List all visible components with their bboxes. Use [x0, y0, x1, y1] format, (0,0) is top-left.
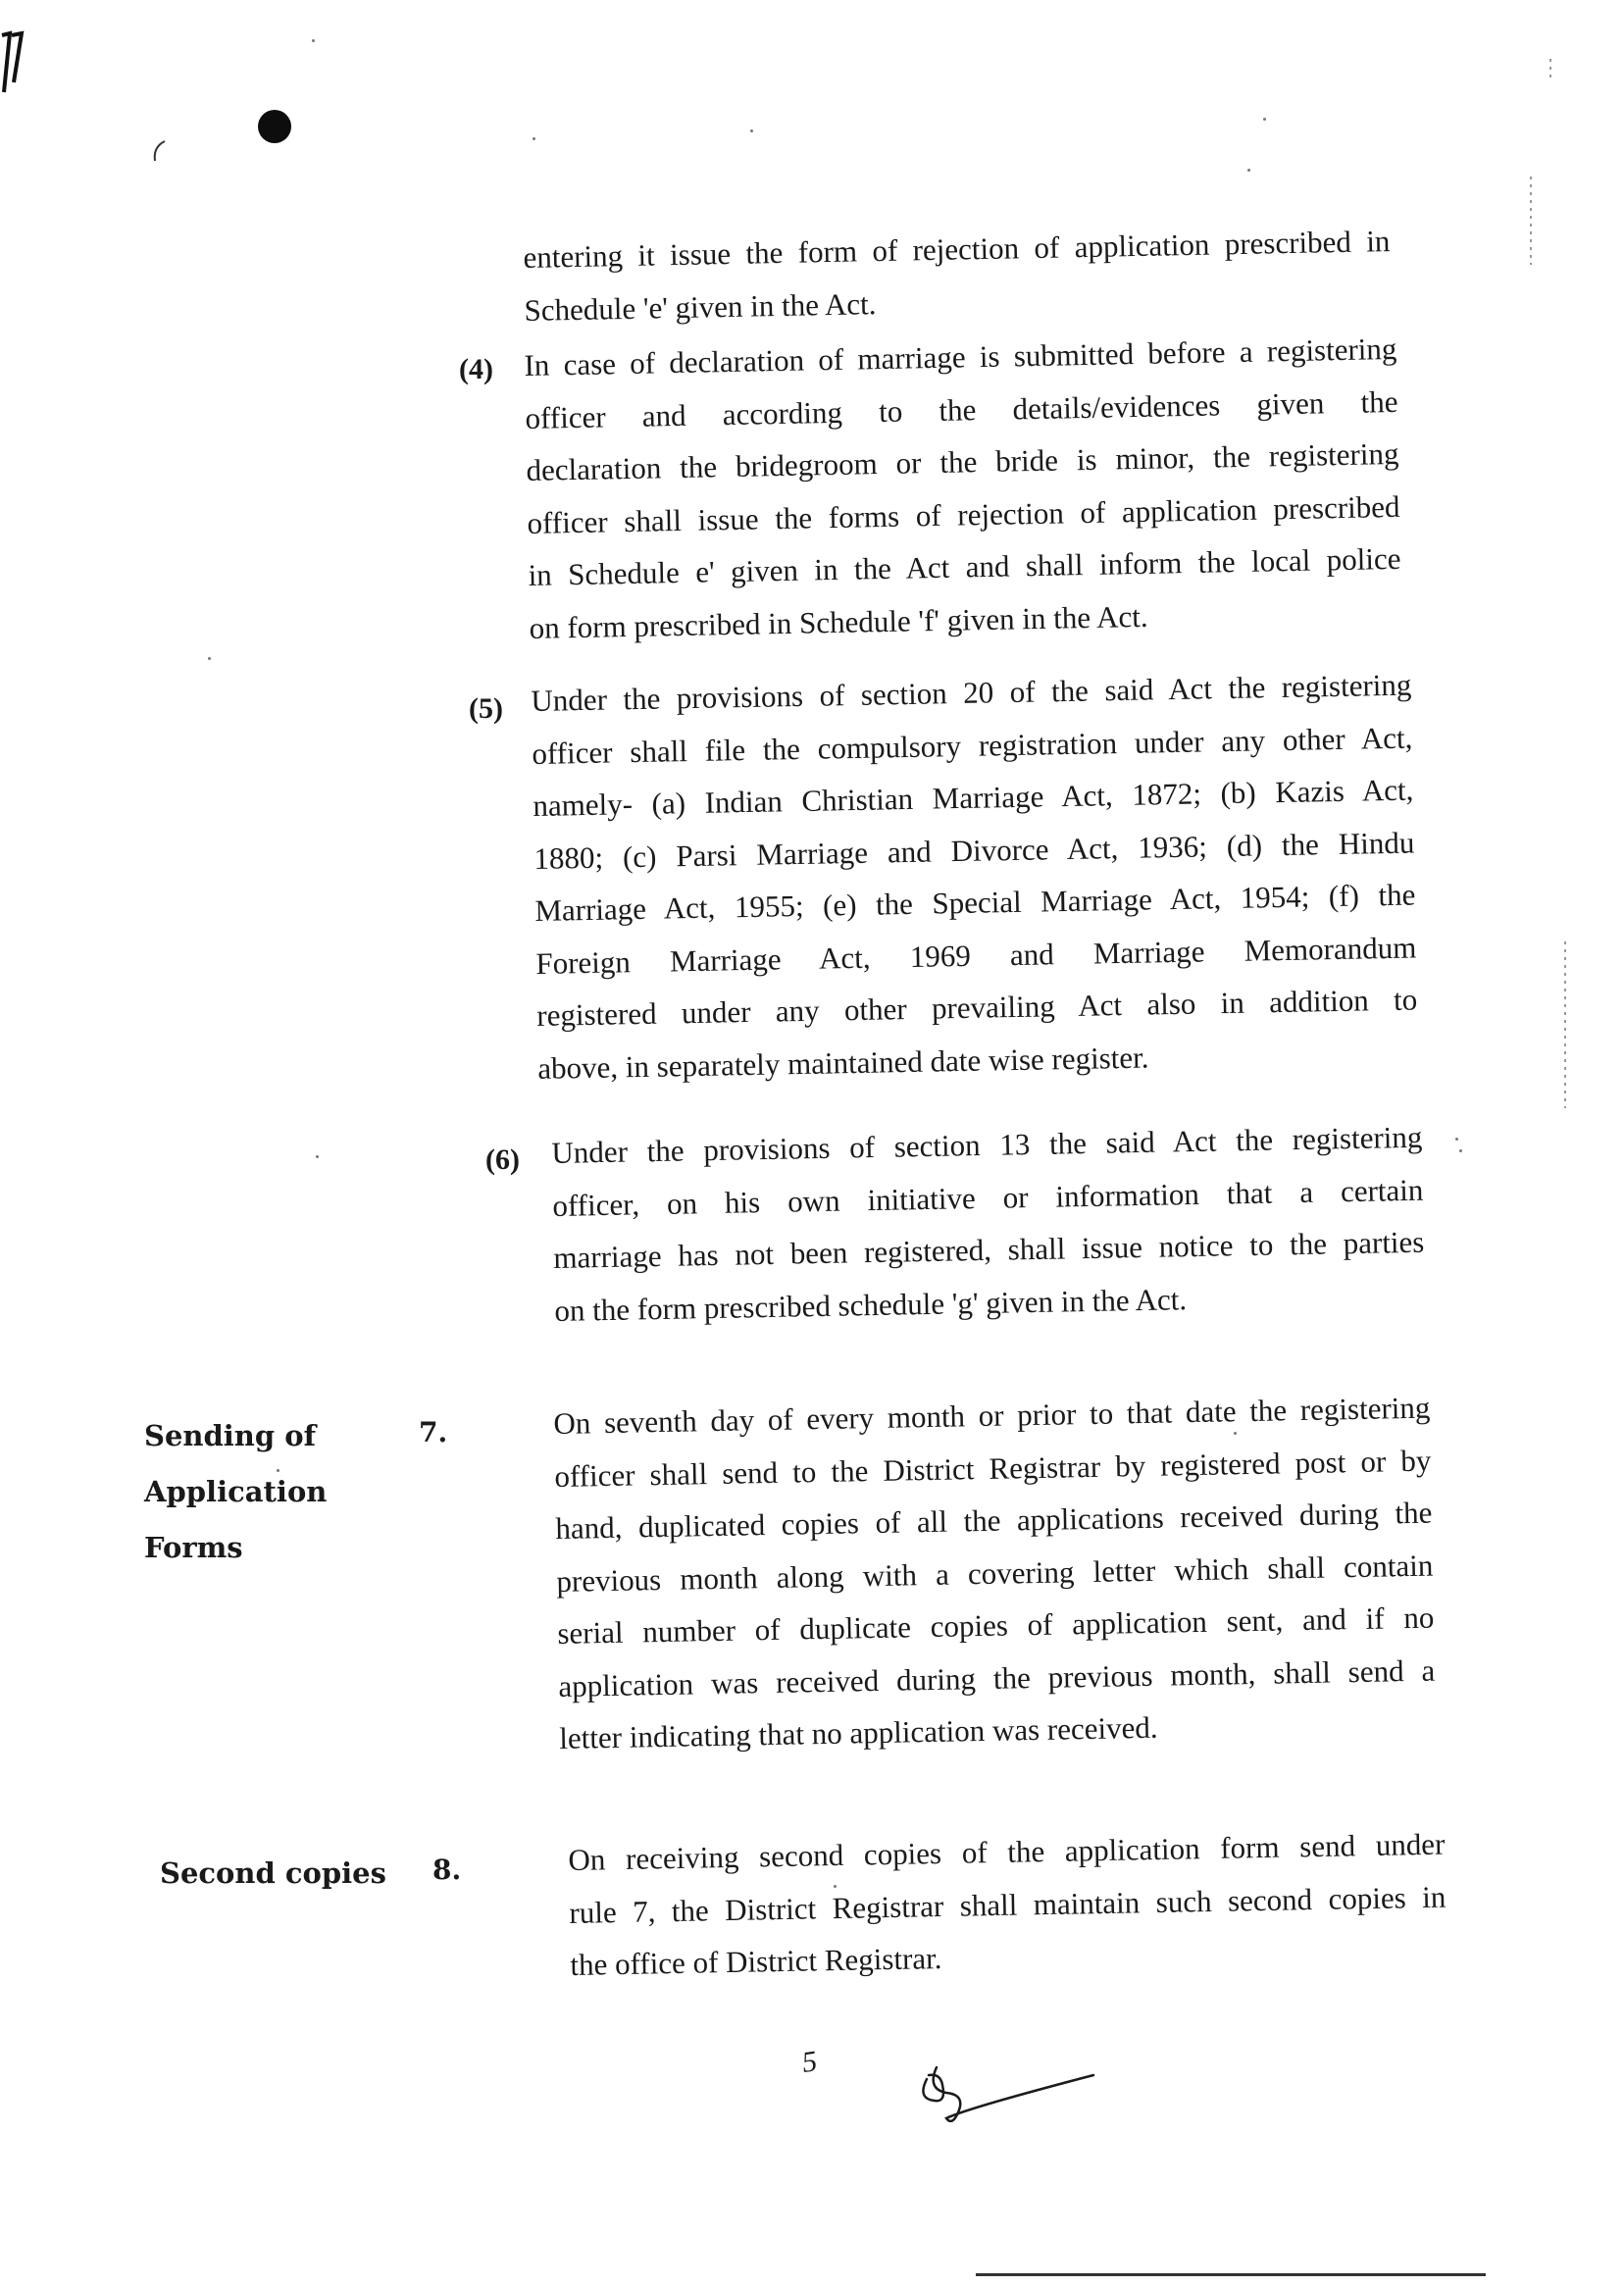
heading-line: Forms	[144, 1531, 243, 1564]
speck	[1263, 118, 1266, 121]
heading-line: Second copies	[160, 1856, 386, 1890]
text-line: On seventh day of every month or prior to that date the registering	[553, 1390, 1431, 1441]
text-line: rule 7, the District Registrar shall maintain such second copies in	[569, 1879, 1446, 1930]
text-line: On receiving second copies of the application form send under	[568, 1826, 1446, 1877]
sub-item-6-paragraph	[551, 1111, 1426, 1337]
text-line: above, in separately maintained date wise register.	[537, 1040, 1149, 1086]
text-line: the office of District Registrar.	[570, 1941, 942, 1982]
rule-8-paragraph	[568, 1818, 1447, 1992]
sub-item-4-paragraph	[524, 323, 1402, 654]
speck	[1459, 1149, 1462, 1152]
speck	[316, 1155, 319, 1158]
text-line: Under the provisions of section 13 the said Act the registering	[551, 1119, 1423, 1170]
text-line: on form prescribed in Schedule 'f' given in the Act.	[529, 598, 1148, 645]
text-line: officer shall send to the District Registrar by registered post or by	[554, 1443, 1432, 1494]
text-line: officer shall file the compulsory registration under any other Act,	[532, 720, 1413, 771]
text-line: in Schedule e' given in the Act and shall inform the local police	[528, 540, 1401, 592]
text-line: 1880; (c) Parsi Marriage and Divorce Act, 1936; (d) the Hindu	[533, 825, 1415, 876]
sub-item-number: (6)	[485, 1143, 520, 1176]
text-line: previous month along with a covering letter which shall contain	[556, 1548, 1434, 1599]
text-line: serial number of duplicate copies of application sent, and if no	[557, 1600, 1435, 1651]
handwritten-signature	[907, 2050, 1103, 2128]
text-line: Under the provisions of section 20 of the said Act the registering	[531, 667, 1412, 718]
text-line: officer and according to the details/evidences given the	[525, 383, 1398, 435]
text-line: In case of declaration of marriage is submitted before a registering	[524, 330, 1397, 382]
sub-item-number: (5)	[469, 692, 503, 725]
text-line: entering it issue the form of rejection of application prescribed in	[523, 224, 1391, 275]
rule-8-margin-heading	[160, 1846, 386, 1902]
text-line: marriage has not been registered, shall issue notice to the parties	[553, 1224, 1425, 1275]
rule-7-margin-heading	[144, 1408, 327, 1576]
page-number: 5	[799, 2045, 820, 2079]
corner-scan-mark	[0, 24, 39, 102]
text-line: registered under any other prevailing Act also in addition to	[536, 982, 1418, 1033]
text-line: declaration the bridegroom or the bride is minor, the registering	[526, 435, 1399, 487]
text-line: namely- (a) Indian Christian Marriage Act, 1872; (b) Kazis Act,	[533, 772, 1414, 823]
text-line: Schedule 'e' given in the Act.	[524, 285, 877, 328]
speck	[1455, 1138, 1458, 1141]
heading-line: Sending of	[144, 1419, 317, 1452]
text-line: Marriage Act, 1955; (e) the Special Marriage Act, 1954; (f) the	[534, 877, 1416, 928]
speck	[533, 137, 535, 140]
sub-item-number: (4)	[459, 353, 493, 385]
bottom-edge-line	[976, 2273, 1486, 2276]
edge-scan-dots	[1564, 941, 1566, 1108]
text-line: hand, duplicated copies of all the applications received during the	[555, 1495, 1433, 1546]
text-line: on the form prescribed schedule 'g' given in the Act.	[554, 1281, 1188, 1328]
text-line: Foreign Marriage Act, 1969 and Marriage Memorandum	[535, 929, 1417, 981]
text-line: letter indicating that no application was received.	[559, 1709, 1158, 1755]
speck	[1247, 169, 1250, 172]
text-line: officer shall issue the forms of rejection of application prescribed	[527, 488, 1400, 540]
sub-item-5-paragraph	[531, 659, 1419, 1094]
speck	[312, 39, 315, 42]
rule-7-number: 7.	[419, 1416, 448, 1448]
continuation-paragraph	[523, 215, 1392, 336]
text-line: officer, on his own initiative or information that a certain	[552, 1172, 1424, 1223]
speck	[208, 657, 211, 660]
edge-scan-dots	[1549, 59, 1551, 78]
pen-mark	[147, 137, 177, 167]
rule-8-number: 8.	[432, 1854, 462, 1886]
edge-scan-dots	[1530, 177, 1532, 265]
heading-line: Application	[144, 1475, 328, 1508]
text-line: application was received during the previous month, shall send a	[558, 1652, 1436, 1703]
rule-7-paragraph	[553, 1382, 1437, 1765]
punch-hole-mark	[258, 110, 291, 143]
speck	[750, 129, 753, 132]
